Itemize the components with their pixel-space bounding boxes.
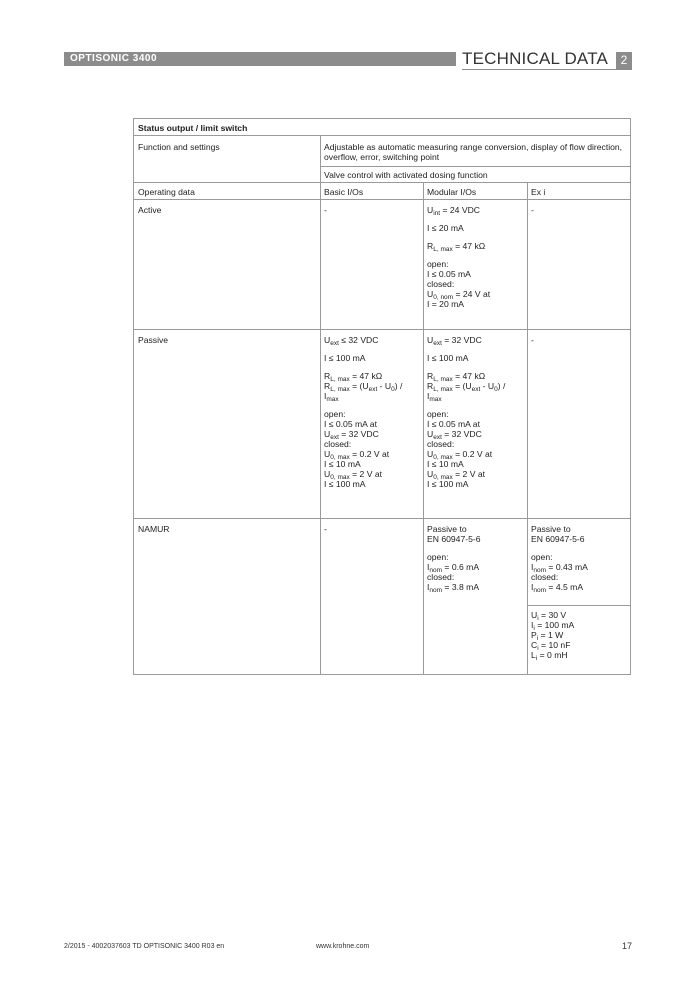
- col-header-modular: Modular I/Os: [427, 187, 477, 197]
- status-output-table: [133, 118, 631, 675]
- function-text: Adjustable as automatic measuring range conversion, display of flow direction, overflow, error, switching point: [324, 142, 623, 162]
- active-modular-values: $U_{int} = 24$ VDC I ≤ 20 mA $R_{L, max} = 47$ kΩ open: I ≤ 0.05 mA closed: $U_{0, nom} = 24$ V at I = 20 mA: [427, 205, 491, 309]
- valve-text: Valve control with activated dosing function: [324, 170, 488, 180]
- active-basic-value: -: [324, 205, 327, 215]
- row-divider: [134, 182, 630, 183]
- row-divider: [320, 166, 630, 167]
- page-number: 17: [622, 941, 633, 951]
- namur-exi-values: Passive to EN 60947-5-6 open: $I_{nom} = 0.43$ mA closed: $I_{nom} = 4.5$ mA: [531, 524, 588, 594]
- col-header-operating: Operating data: [138, 187, 195, 197]
- passive-basic-values: $U_{ext} \le 32$ VDC I ≤ 100 mA $R_{L, max} = 47$ kΩ $R_{L, max} = (U_{ext} - U_0)$ / $I_{max}$ open: I ≤ 0.05 mA at $U_{ext} = 32$ VDC closed: $U_{0, max} = 0.2$ V at I ≤ 10 mA $U_{0, max} = 2$ V at I ≤ 100 mA: [324, 335, 403, 489]
- table-title: Status output / limit switch: [138, 123, 248, 133]
- passive-exi-value: -: [531, 335, 534, 345]
- row-label-passive: Passive: [138, 335, 169, 345]
- row-divider: [527, 605, 630, 606]
- namur-basic-value: -: [324, 524, 327, 534]
- header-section-title: TECHNICAL DATA: [462, 49, 609, 68]
- row-divider: [134, 199, 630, 200]
- header-product: OPTISONIC 3400: [70, 53, 158, 64]
- row-divider: [134, 135, 630, 136]
- row-label-namur: NAMUR: [138, 524, 170, 534]
- chapter-badge: 2: [616, 52, 632, 69]
- row-divider: [134, 329, 630, 330]
- active-exi-value: -: [531, 205, 534, 215]
- col-header-basic: Basic I/Os: [324, 187, 364, 197]
- function-label: Function and settings: [138, 142, 220, 152]
- row-label-active: Active: [138, 205, 162, 215]
- namur-exi-params: $U_i = 30$ V $I_i = 100$ mA $P_i = 1$ W $C_i = 10$ nF $L_i = 0$ mH: [531, 610, 575, 662]
- passive-modular-values: $U_{ext} = 32$ VDC I ≤ 100 mA $R_{L, max} = 47$ kΩ $R_{L, max} = (U_{ext} - U_0)$ / $I_{max}$ open: I ≤ 0.05 mA at $U_{ext} = 32$ VDC closed: $U_{0, max} = 0.2$ V at I ≤ 10 mA $U_{0, max} = 2$ V at I ≤ 100 mA: [427, 335, 506, 489]
- header-rule: [462, 69, 632, 70]
- row-divider: [134, 518, 630, 519]
- namur-modular-values: Passive to EN 60947-5-6 open: $I_{nom} = 0.6$ mA closed: $I_{nom} = 3.8$ mA: [427, 524, 481, 594]
- col-header-exi: Ex i: [531, 187, 546, 197]
- col-divider: [527, 182, 528, 674]
- footer-doc-id: 2/2015 - 4002037603 TD OPTISONIC 3400 R03 en: [64, 943, 225, 950]
- footer-url[interactable]: www.krohne.com: [316, 943, 370, 950]
